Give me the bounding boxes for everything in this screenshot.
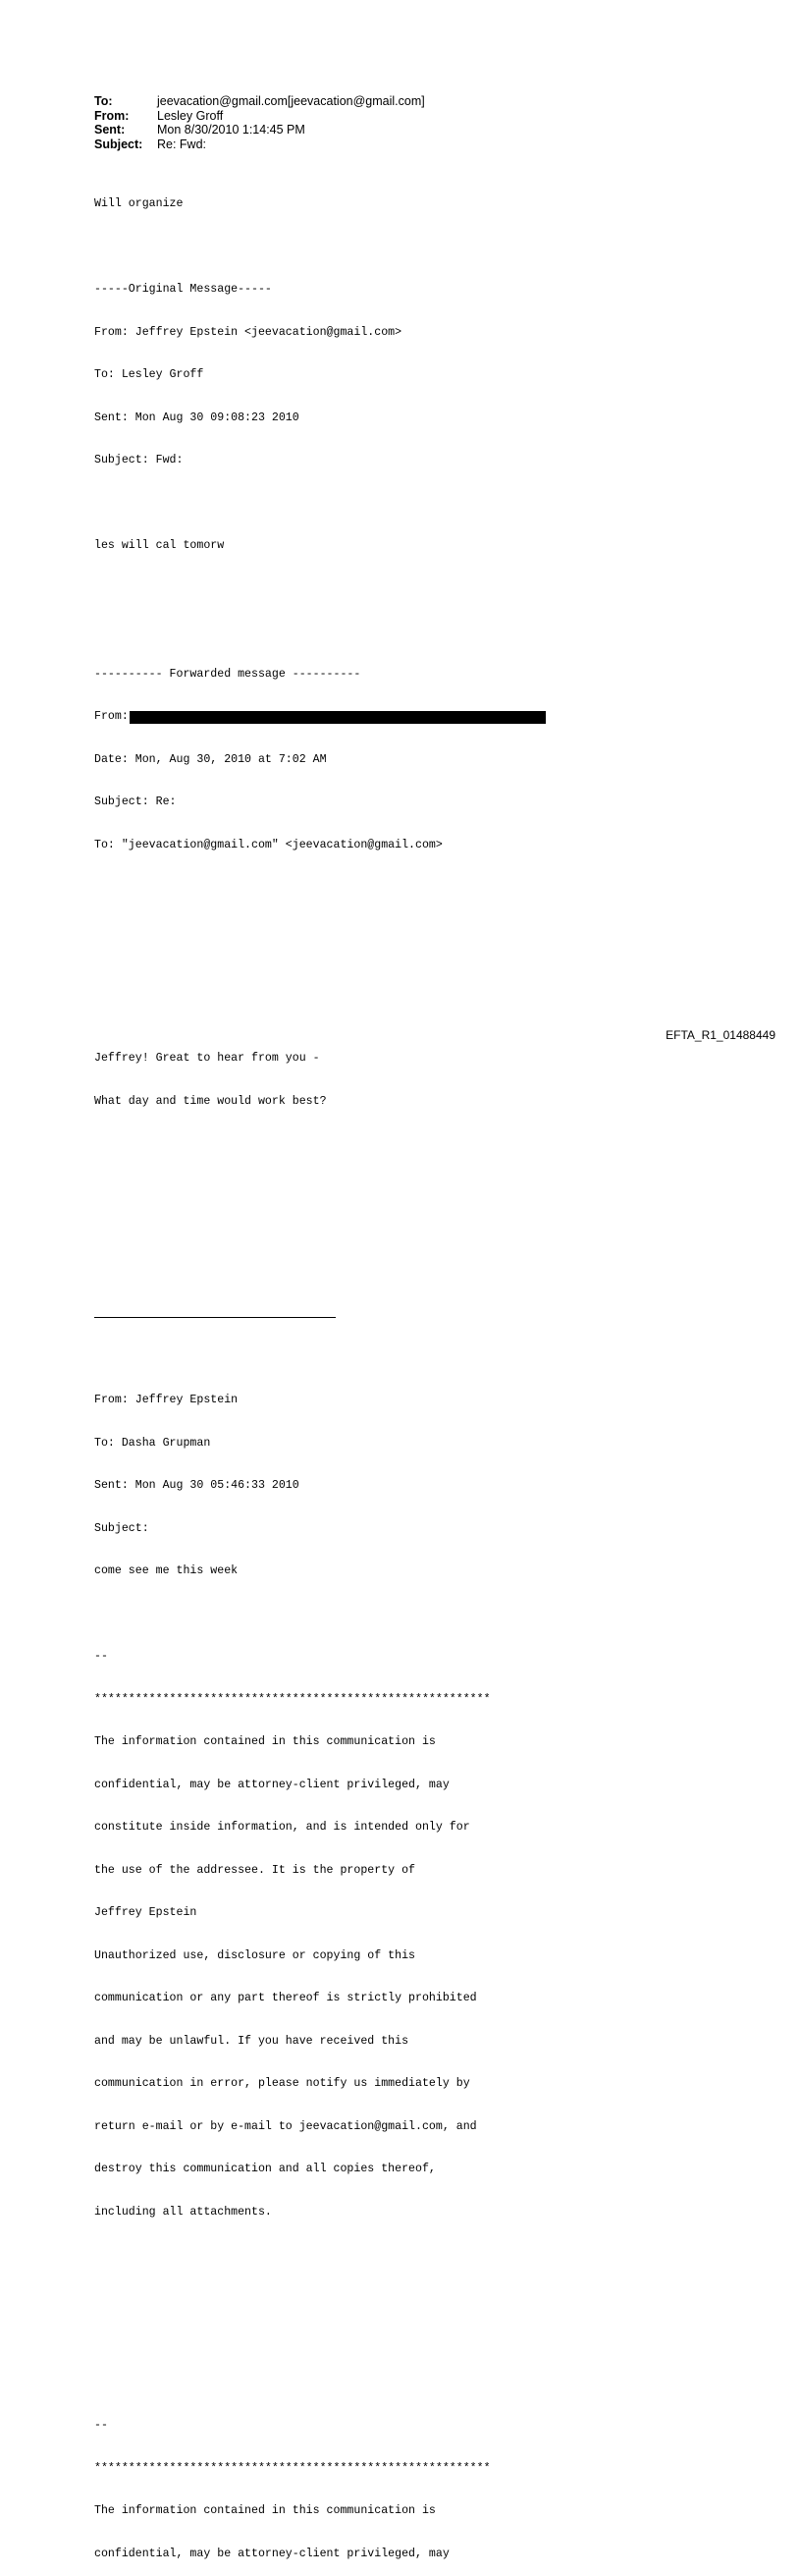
to-value: jeevacation@gmail.com[jeevacation@gmail.com]: [157, 94, 425, 108]
original-from: From: Jeffrey Epstein <jeevacation@gmail.com>: [94, 325, 402, 339]
sent-label: Sent:: [94, 123, 126, 137]
earlier-body: come see me this week: [94, 1564, 239, 1577]
email-header: [94, 94, 425, 151]
original-to: To: Lesley Groff: [94, 368, 204, 381]
disclaimer-1-line: constitute inside information, and is intended only for: [94, 1821, 470, 1834]
original-sent: Sent: Mon Aug 30 09:08:23 2010: [94, 411, 299, 424]
from-value: Lesley Groff: [157, 108, 224, 123]
earlier-sent: Sent: Mon Aug 30 05:46:33 2010: [94, 1479, 299, 1492]
forwarded-to: To: "jeevacation@gmail.com" <jeevacation@gmail.com>: [94, 838, 443, 851]
earlier-to: To: Dasha Grupman: [94, 1436, 211, 1450]
forwarded-separator: ---------- Forwarded message ----------: [94, 667, 361, 681]
disclaimer-1-line: communication or any part thereof is strictly prohibited: [94, 1992, 477, 2004]
from-label: From:: [94, 108, 130, 123]
disclaimer-1-line: The information contained in this communication is: [94, 1735, 436, 1748]
disclaimer-1-line: the use of the addressee. It is the property of: [94, 1863, 415, 1877]
forwarded-from-label: From:: [94, 710, 129, 723]
horizontal-divider: [94, 1308, 546, 1323]
sent-value: Mon 8/30/2010 1:14:45 PM: [157, 123, 305, 137]
email-body: [94, 169, 546, 2576]
original-subject: Subject: Fwd:: [94, 454, 184, 466]
header-subject-row: [94, 137, 425, 152]
disclaimer-2-line: The information contained in this communication is: [94, 2504, 436, 2517]
disclaimer-1-line: destroy this communication and all copies thereof,: [94, 2163, 436, 2175]
earlier-from: From: Jeffrey Epstein: [94, 1394, 239, 1406]
document-id: EFTA_R1_01488449: [666, 1028, 775, 1042]
header-to-row: [94, 94, 425, 109]
original-separator: -----Original Message-----: [94, 283, 272, 296]
earlier-subject: Subject:: [94, 1521, 149, 1535]
disclaimer-1-dashes: --: [94, 1650, 108, 1663]
disclaimer-2-stars: **********************************************************: [94, 2461, 491, 2475]
disclaimer-1-line: return e-mail or by e-mail to jeevacation@gmail.com, and: [94, 2119, 477, 2133]
forwarded-body-line-2: What day and time would work best?: [94, 1094, 327, 1108]
disclaimer-1-stars: **********************************************************: [94, 1692, 491, 1706]
disclaimer-2-dashes: --: [94, 2419, 108, 2432]
disclaimer-2-line: confidential, may be attorney-client privileged, may: [94, 2547, 450, 2560]
disclaimer-1-line: and may be unlawful. If you have received this: [94, 2034, 409, 2048]
forwarded-body-line-1: Jeffrey! Great to hear from you -: [94, 1052, 320, 1065]
disclaimer-1-line: Jeffrey Epstein: [94, 1906, 197, 1919]
disclaimer-1-line: including all attachments.: [94, 2205, 272, 2219]
subject-value: Re: Fwd:: [157, 137, 207, 151]
disclaimer-1-line: confidential, may be attorney-client privileged, may: [94, 1778, 450, 1791]
reply-text: Will organize: [94, 197, 184, 210]
forwarded-subject: Subject: Re:: [94, 795, 177, 808]
disclaimer-1-line: communication in error, please notify us immediately by: [94, 2077, 470, 2090]
header-sent-row: [94, 123, 425, 137]
forwarded-from-row: [94, 710, 546, 725]
subject-label: Subject:: [94, 137, 143, 151]
original-body: les will cal tomorw: [94, 539, 225, 552]
to-label: To:: [94, 94, 113, 108]
disclaimer-1-line: Unauthorized use, disclosure or copying of this: [94, 1948, 415, 1962]
forwarded-date: Date: Mon, Aug 30, 2010 at 7:02 AM: [94, 752, 327, 766]
header-from-row: [94, 109, 425, 124]
redaction-bar: [130, 711, 546, 724]
